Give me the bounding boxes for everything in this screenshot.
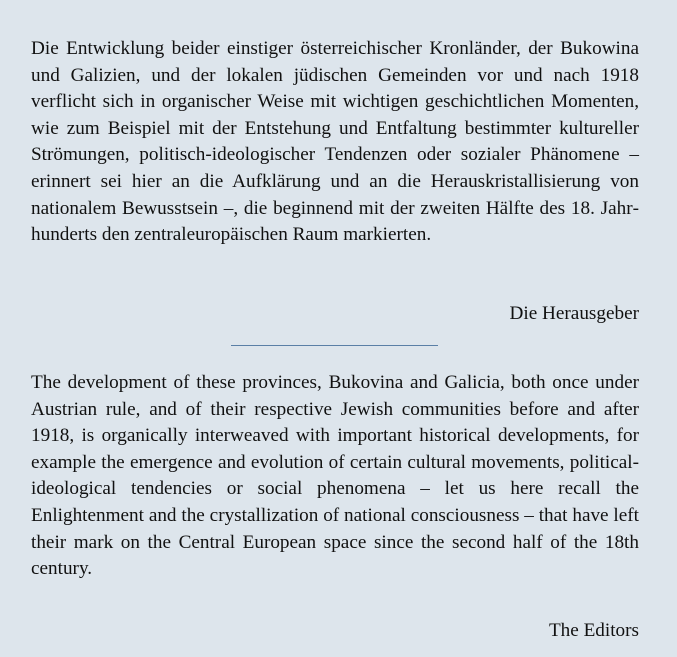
german-foreword-paragraph: Die Entwicklung beider einstiger österreichischer Kronländer, der Bukowina und Galizien, und der lokalen jüdischen Gemeinden vor und nach 1918 verflicht sich in organischer Weise mit wichtigen geschichtlichen Momenten, wie zum Beispiel mit der Entstehung und Entfaltung bestimmter kultureller Strömungen, politisch-ideologischer Tendenzen oder sozialer Phänomene – erinnert sei hier an die Aufklärung und an die Herauskristallisierung von nationalem Bewusstsein –, die beginnend mit der zweiten Hälfte des 18. Jahrhunderts den zentraleuropäischen Raum markierten. — [31, 38, 639, 246]
english-foreword-paragraph: The development of these provinces, Bukovina and Galicia, both once under Austrian rule, and of their respective Jewish communities before and after 1918, is organically interweaved with important historical developments, for example the emergence and evolution of certain cultural movements, political-ideological tendencies or social phenomena – let us here recall the Enlightenment and the crystallization of national consciousness – that have left their mark on the Central European space since the second half of the 18th century. — [31, 372, 639, 580]
section-divider — [231, 345, 438, 346]
english-signature: The Editors — [548, 620, 639, 641]
german-signature: Die Herausgeber — [509, 303, 639, 324]
